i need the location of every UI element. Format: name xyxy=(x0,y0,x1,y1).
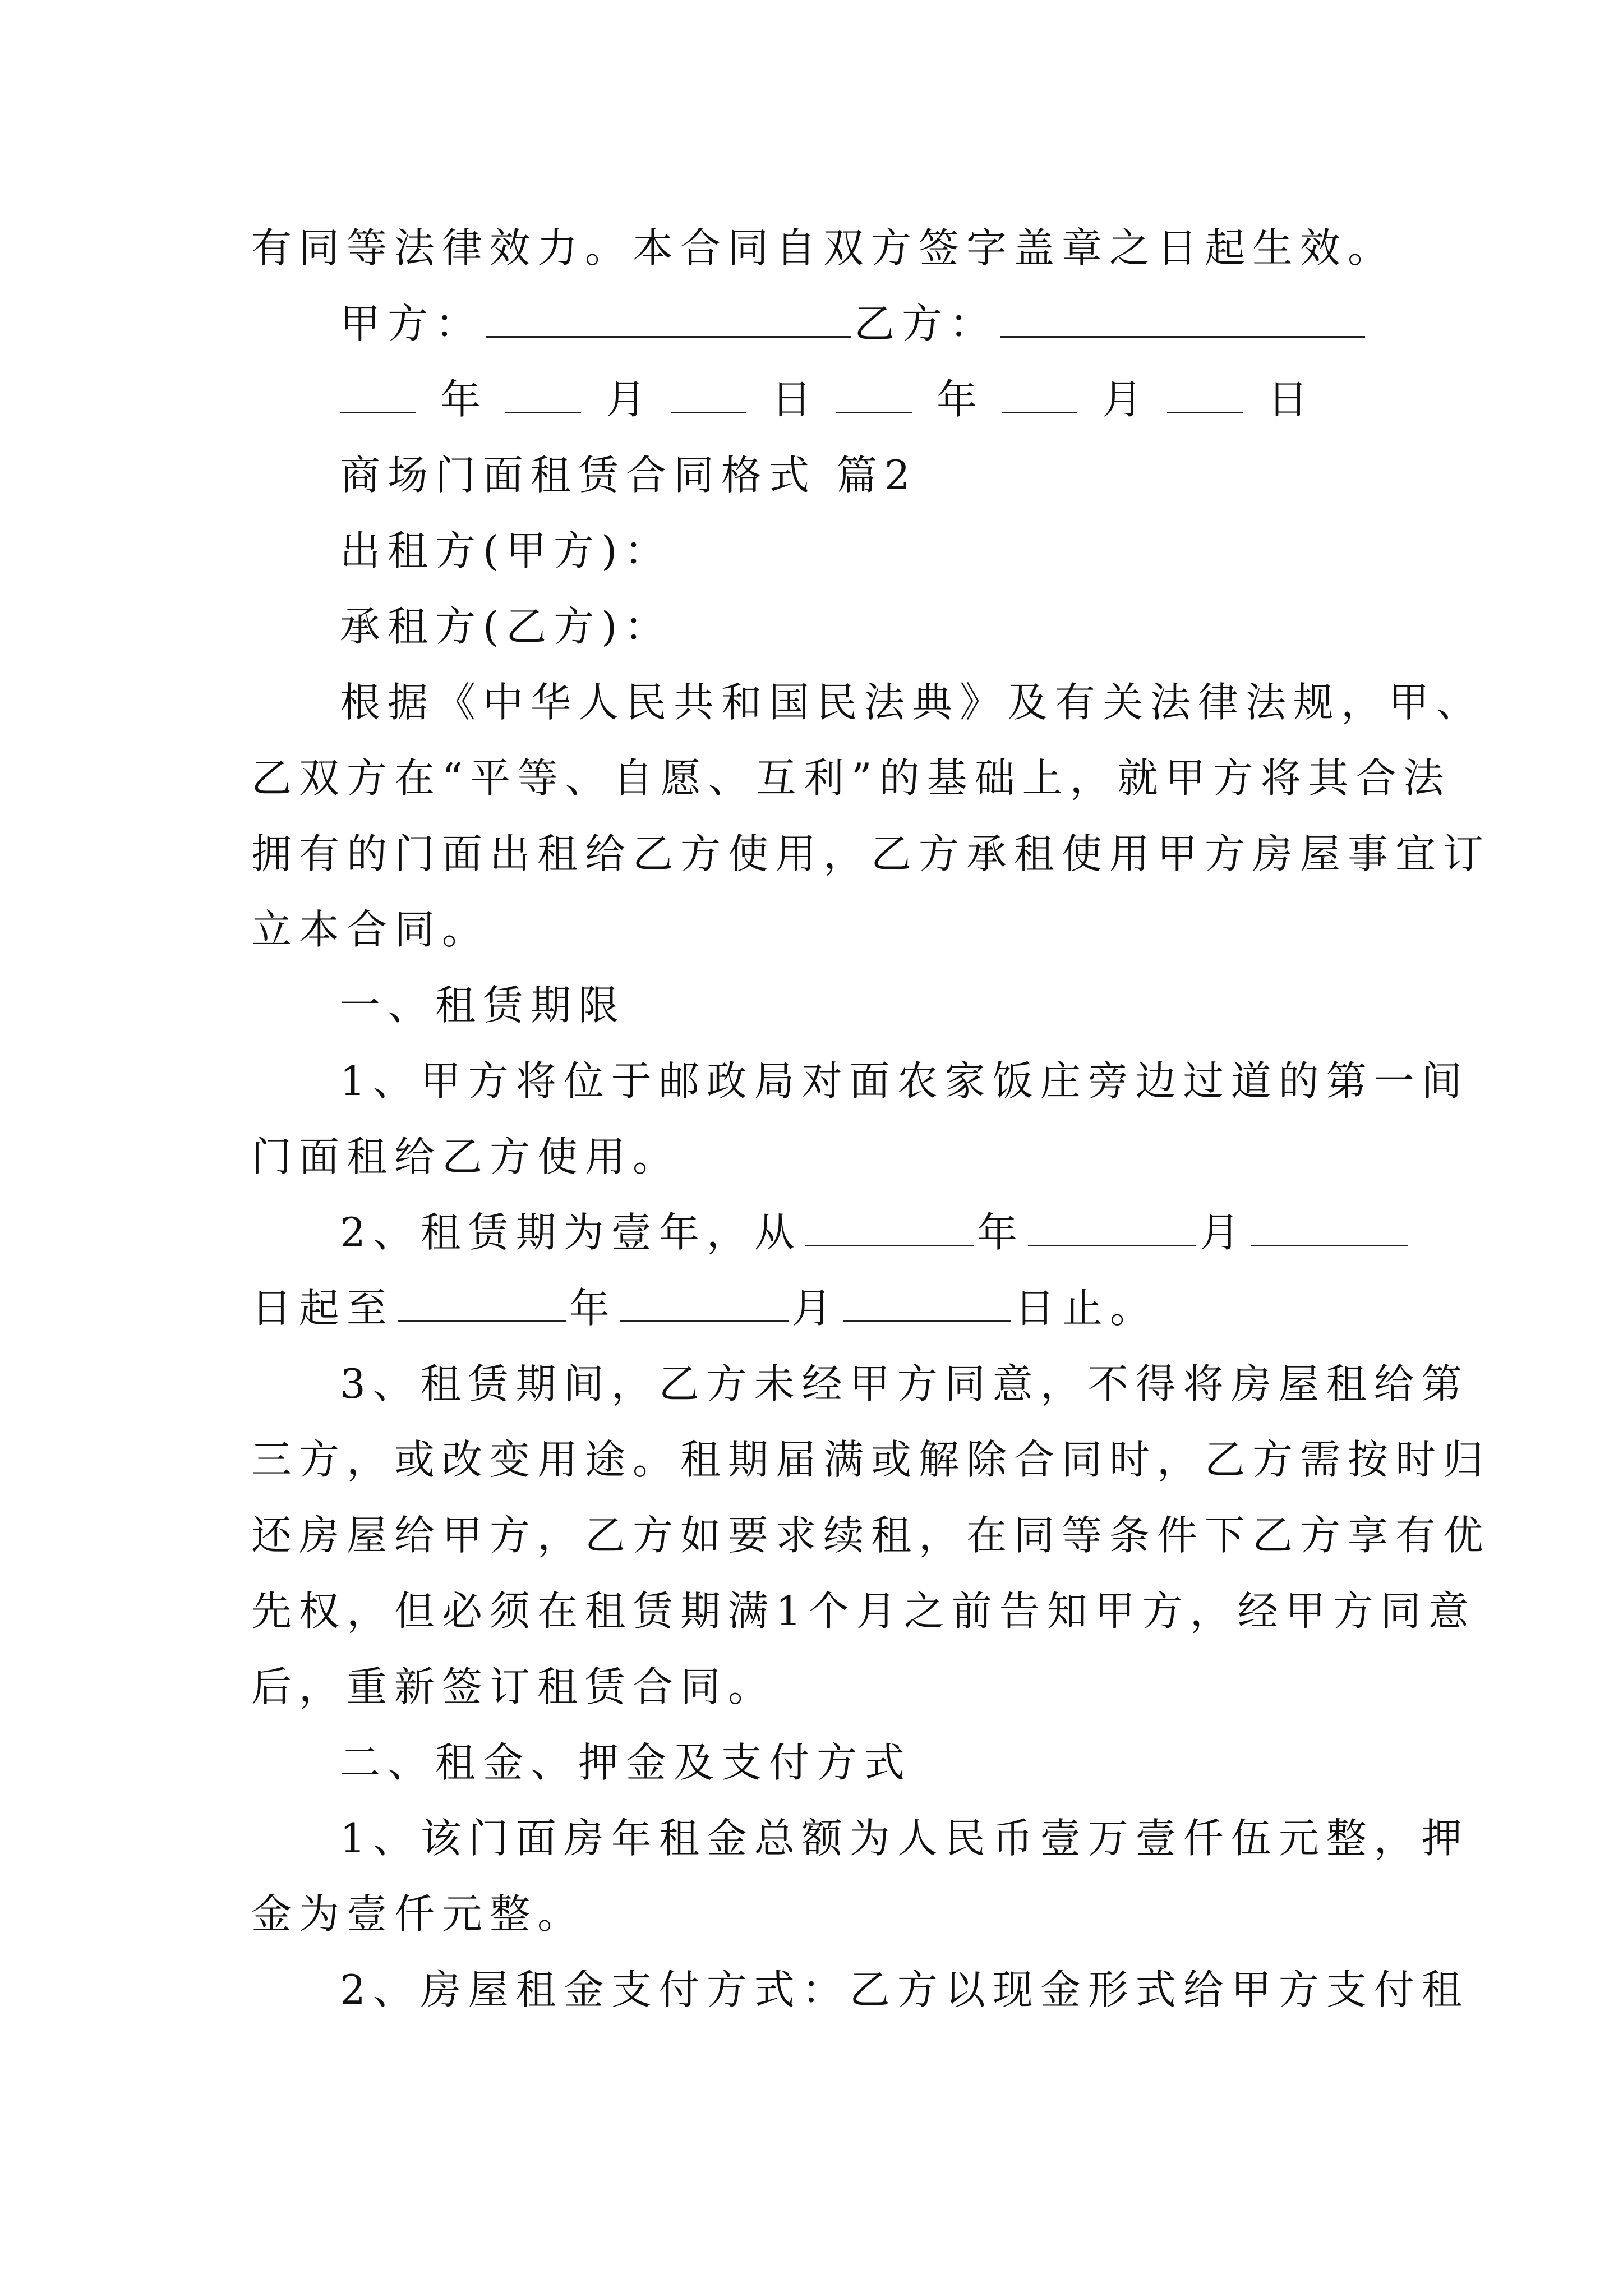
term-year: 年 xyxy=(976,1209,1025,1256)
term-blank[interactable] xyxy=(805,1205,974,1246)
paragraph-line: 三方，或改变用途。租期届满或解除合同时，乙方需按时归 xyxy=(251,1436,1491,1483)
date-blank[interactable] xyxy=(1002,372,1077,413)
section-title: 商场门面租赁合同格式 篇2 xyxy=(340,452,917,499)
paragraph-line: 后，重新签订租赁合同。 xyxy=(251,1663,776,1710)
party-b-label: 乙方： xyxy=(854,300,998,347)
date-day: 日 xyxy=(771,376,812,423)
party-b-blank[interactable] xyxy=(1000,297,1365,338)
date-row xyxy=(340,371,1329,427)
date-year: 年 xyxy=(937,376,978,423)
paragraph-line: 乙双方在“平等、自愿、互利”的基础上，就甲方将其合法 xyxy=(251,754,1451,802)
date-blank[interactable] xyxy=(836,372,912,413)
paragraph-line: 立本合同。 xyxy=(251,906,490,953)
date-blank[interactable] xyxy=(671,372,746,413)
party-a-blank[interactable] xyxy=(486,297,851,338)
term-month: 月 xyxy=(1199,1209,1247,1256)
lessee-label: 承租方(乙方)： xyxy=(340,603,672,650)
signature-row xyxy=(340,296,1368,352)
paragraph-line: 2、房屋租金支付方式：乙方以现金形式给甲方支付租 xyxy=(340,1966,1469,2013)
date-month: 月 xyxy=(606,376,647,423)
date-blank[interactable] xyxy=(340,372,416,413)
party-a-label: 甲方： xyxy=(340,300,483,347)
term-text: 2、租赁期为壹年，从 xyxy=(340,1209,802,1256)
paragraph-line: 还房屋给甲方，乙方如要求续租，在同等条件下乙方享有优 xyxy=(251,1512,1491,1559)
date-blank[interactable] xyxy=(1167,372,1243,413)
paragraph-line: 3、租赁期间，乙方未经甲方同意，不得将房屋租给第 xyxy=(340,1360,1469,1407)
lessor-label: 出租方(甲方)： xyxy=(340,527,672,574)
term-blank[interactable] xyxy=(620,1281,789,1322)
section-heading: 二、租金、押金及支付方式 xyxy=(340,1739,912,1786)
term-blank[interactable] xyxy=(398,1281,566,1322)
date-month: 月 xyxy=(1102,376,1143,423)
paragraph-line: 拥有的门面出租给乙方使用，乙方承租使用甲方房屋事宜订 xyxy=(251,830,1491,877)
term-end: 日止。 xyxy=(1015,1285,1158,1332)
paragraph-line: 先权，但必须在租赁期满1个月之前告知甲方，经甲方同意 xyxy=(251,1588,1476,1635)
term-blank[interactable] xyxy=(1028,1205,1196,1246)
term-month: 月 xyxy=(792,1285,840,1332)
term-blank[interactable] xyxy=(1251,1205,1408,1246)
term-year: 年 xyxy=(569,1285,617,1332)
paragraph-line: 1、该门面房年租金总额为人民币壹万壹仟伍元整，押 xyxy=(340,1815,1469,1862)
paragraph-line: 门面租给乙方使用。 xyxy=(251,1133,681,1180)
term-text: 日起至 xyxy=(251,1285,395,1332)
term-line xyxy=(251,1280,1384,1336)
term-line xyxy=(340,1204,1473,1260)
date-day: 日 xyxy=(1267,376,1308,423)
date-blank[interactable] xyxy=(505,372,581,413)
paragraph-line: 1、甲方将位于邮政局对面农家饭庄旁边过道的第一间 xyxy=(340,1057,1469,1105)
section-heading: 一、租赁期限 xyxy=(340,982,626,1029)
paragraph-line: 有同等法律效力。本合同自双方签字盖章之日起生效。 xyxy=(251,224,1396,272)
term-blank[interactable] xyxy=(843,1281,1011,1322)
paragraph-line: 金为壹仟元整。 xyxy=(251,1890,585,1938)
paragraph-line: 根据《中华人民共和国民法典》及有关法律法规，甲、 xyxy=(340,679,1484,726)
date-year: 年 xyxy=(440,376,481,423)
